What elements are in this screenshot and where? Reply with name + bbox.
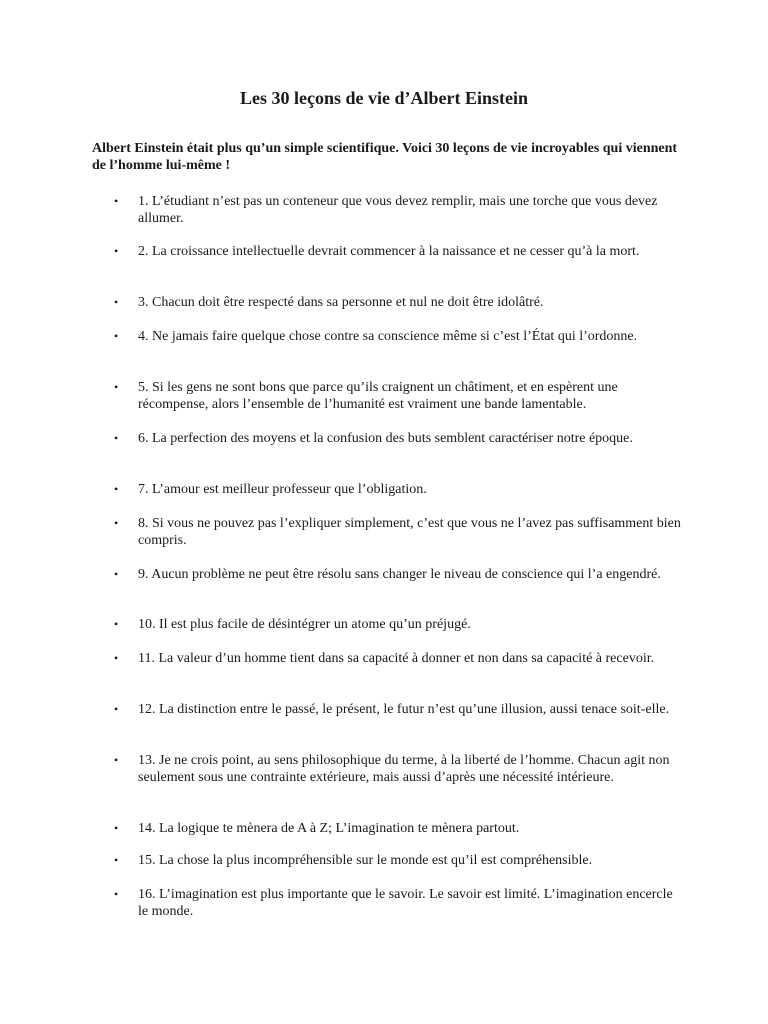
bullet-icon: • bbox=[114, 853, 119, 867]
bullet-icon: • bbox=[114, 821, 119, 835]
lesson-text: 13. Je ne crois point, au sens philosophique du terme, à la liberté de l’homme. Chacun agit non seulement sous une contrainte extérieure, mais aussi d’après une nécessité intérieure. bbox=[138, 753, 670, 785]
lesson-text: 4. Ne jamais faire quelque chose contre sa conscience même si c’est l’État qui l’ordonne. bbox=[138, 329, 638, 344]
bullet-icon: • bbox=[114, 244, 119, 258]
lesson-text: 14. La logique te mènera de A à Z; L’imagination te mènera partout. bbox=[138, 821, 520, 836]
lesson-text: 2. La croissance intellectuelle devrait commencer à la naissance et ne cesser qu’à la mort. bbox=[138, 244, 640, 259]
lesson-text: 12. La distinction entre le passé, le présent, le futur n’est qu’une illusion, aussi tenace soit-elle. bbox=[138, 702, 670, 717]
lesson-text: 8. Si vous ne pouvez pas l’expliquer simplement, c’est que vous ne l’avez pas suffisamment bien compris. bbox=[138, 516, 681, 548]
bullet-icon: • bbox=[114, 887, 119, 901]
bullet-icon: • bbox=[114, 380, 119, 394]
bullet-icon: • bbox=[114, 617, 119, 631]
intro-paragraph: Albert Einstein était plus qu’un simple scientifique. Voici 30 leçons de vie incroyables qui viennent de l’homme lui-même ! bbox=[92, 141, 678, 173]
document-title: Les 30 leçons de vie d’Albert Einstein bbox=[240, 88, 528, 108]
lesson-text: 6. La perfection des moyens et la confusion des buts semblent caractériser notre époque. bbox=[138, 431, 633, 446]
bullet-icon: • bbox=[114, 651, 119, 665]
bullet-icon: • bbox=[114, 329, 119, 343]
lesson-text: 9. Aucun problème ne peut être résolu sans changer le niveau de conscience qui l’a engendré. bbox=[138, 567, 661, 582]
bullet-icon: • bbox=[114, 753, 119, 767]
bullet-icon: • bbox=[114, 295, 119, 309]
bullet-icon: • bbox=[114, 702, 119, 716]
lesson-text: 10. Il est plus facile de désintégrer un atome qu’un préjugé. bbox=[138, 617, 471, 632]
bullet-icon: • bbox=[114, 482, 119, 496]
lesson-text: 11. La valeur d’un homme tient dans sa capacité à donner et non dans sa capacité à recevoir. bbox=[138, 651, 655, 666]
lesson-text: 1. L’étudiant n’est pas un conteneur que vous devez remplir, mais une torche que vous devez allumer. bbox=[138, 194, 658, 226]
lesson-text: 15. La chose la plus incompréhensible sur le monde est qu’il est compréhensible. bbox=[138, 853, 593, 868]
lesson-text: 16. L’imagination est plus importante que le savoir. Le savoir est limité. L’imagination encercle le monde. bbox=[138, 887, 673, 919]
bullet-icon: • bbox=[114, 194, 119, 208]
lesson-text: 5. Si les gens ne sont bons que parce qu’ils craignent un châtiment, et en espèrent une récompense, alors l’ensemble de l’humanité est vraiment une bande lamentable. bbox=[138, 380, 618, 412]
bullet-icon: • bbox=[114, 567, 119, 581]
bullet-icon: • bbox=[114, 431, 119, 445]
bullet-icon: • bbox=[114, 516, 119, 530]
lesson-text: 7. L’amour est meilleur professeur que l’obligation. bbox=[138, 482, 427, 497]
lesson-text: 3. Chacun doit être respecté dans sa personne et nul ne doit être idolâtré. bbox=[138, 295, 544, 310]
